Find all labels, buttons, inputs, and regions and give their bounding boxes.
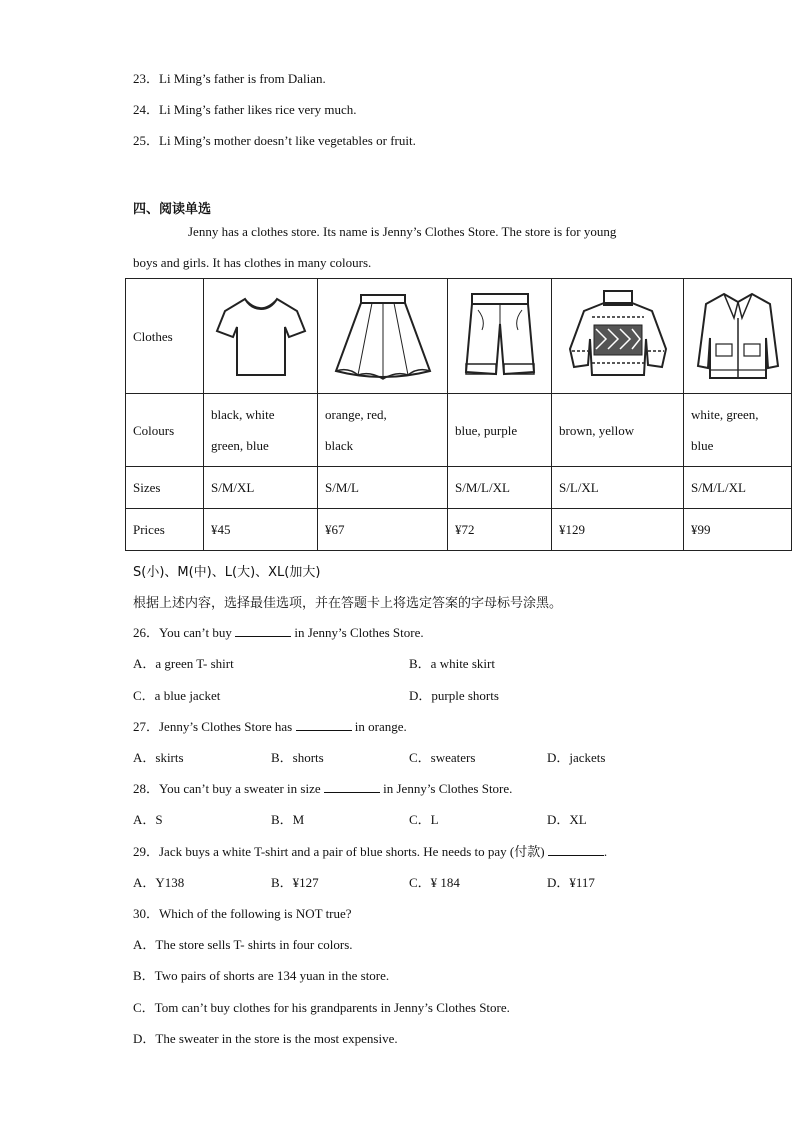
option-b[interactable]: B．Two pairs of shorts are 134 yuan in the store. xyxy=(133,968,390,983)
colours-cell: white, green, blue xyxy=(684,394,792,467)
option-d[interactable]: D．jackets xyxy=(547,750,606,765)
question-27: 27．Jenny’s Clothes Store has in orange. xyxy=(133,719,407,734)
question-29: 29．Jack buys a white T-shirt and a pair of blue shorts. He needs to pay (付款) . xyxy=(133,844,608,859)
price-cell: ¥45 xyxy=(204,509,318,551)
skirt-icon xyxy=(325,291,440,381)
sweater-icon xyxy=(559,289,676,383)
colours-cell: black, white green, blue xyxy=(204,394,318,467)
answer-blank[interactable] xyxy=(548,845,604,856)
option-a[interactable]: A．S xyxy=(133,812,163,827)
option-a[interactable]: A．Y138 xyxy=(133,875,185,890)
option-c[interactable]: C．Tom can’t buy clothes for his grandparents in Jenny’s Clothes Store. xyxy=(133,1000,510,1015)
sizes-cell: S/L/XL xyxy=(552,467,684,509)
jacket-icon xyxy=(691,288,784,384)
option-d[interactable]: D．XL xyxy=(547,812,587,827)
price-cell: ¥72 xyxy=(448,509,552,551)
tshirt-icon xyxy=(211,291,310,381)
price-cell: ¥67 xyxy=(318,509,448,551)
colours-cell: orange, red, black xyxy=(318,394,448,467)
price-cell: ¥99 xyxy=(684,509,792,551)
option-d[interactable]: D．purple shorts xyxy=(409,688,499,703)
colours-cell: blue, purple xyxy=(448,394,552,467)
row-label-colours: Colours xyxy=(126,394,204,467)
row-label-prices: Prices xyxy=(126,509,204,551)
instruction: 根据上述内容，选择最佳选项，并在答题卡上将选定答案的字母标号涂黑。 xyxy=(133,596,563,611)
option-c[interactable]: C．¥ 184 xyxy=(409,875,460,890)
option-b[interactable]: B．a white skirt xyxy=(409,656,495,671)
option-b[interactable]: B．M xyxy=(271,812,305,827)
passage-line-1: Jenny has a clothes store. Its name is Jenny’s Clothes Store. The store is for young xyxy=(188,224,617,239)
option-d[interactable]: D．¥117 xyxy=(547,875,595,890)
row-label-clothes: Clothes xyxy=(126,279,204,394)
option-c[interactable]: C．L xyxy=(409,812,439,827)
shorts-icon xyxy=(455,290,544,382)
answer-blank[interactable] xyxy=(324,782,380,793)
clothes-table xyxy=(125,278,792,551)
option-b[interactable]: B．shorts xyxy=(271,750,324,765)
row-label-sizes: Sizes xyxy=(126,467,204,509)
option-c[interactable]: C．sweaters xyxy=(409,750,476,765)
option-a[interactable]: A．The store sells T- shirts in four colors. xyxy=(133,937,353,952)
sizes-cell: S/M/L/XL xyxy=(684,467,792,509)
question-24: 24．Li Ming’s father likes rice very much. xyxy=(133,102,357,117)
option-d[interactable]: D．The sweater in the store is the most expensive. xyxy=(133,1031,398,1046)
option-a[interactable]: A．skirts xyxy=(133,750,184,765)
sizes-cell: S/M/L/XL xyxy=(448,467,552,509)
option-a[interactable]: A．a green T- shirt xyxy=(133,656,234,671)
answer-blank[interactable] xyxy=(296,720,352,731)
sizes-cell: S/M/XL xyxy=(204,467,318,509)
question-30: 30．Which of the following is NOT true? xyxy=(133,906,352,921)
passage-line-2: boys and girls. It has clothes in many colours. xyxy=(133,255,372,270)
question-23: 23．Li Ming’s father is from Dalian. xyxy=(133,71,326,86)
option-c[interactable]: C．a blue jacket xyxy=(133,688,221,703)
question-26: 26．You can’t buy in Jenny’s Clothes Store. xyxy=(133,625,424,640)
colours-cell: brown, yellow xyxy=(552,394,684,467)
answer-blank[interactable] xyxy=(235,626,291,637)
question-28: 28．You can’t buy a sweater in size in Jenny’s Clothes Store. xyxy=(133,781,513,796)
size-note: S(小)、M(中)、L(大)、XL(加大) xyxy=(133,565,321,580)
price-cell: ¥129 xyxy=(552,509,684,551)
section-title: 四、阅读单选 xyxy=(133,202,212,217)
sizes-cell: S/M/L xyxy=(318,467,448,509)
option-b[interactable]: B．¥127 xyxy=(271,875,319,890)
question-25: 25．Li Ming’s mother doesn’t like vegetables or fruit. xyxy=(133,133,416,148)
